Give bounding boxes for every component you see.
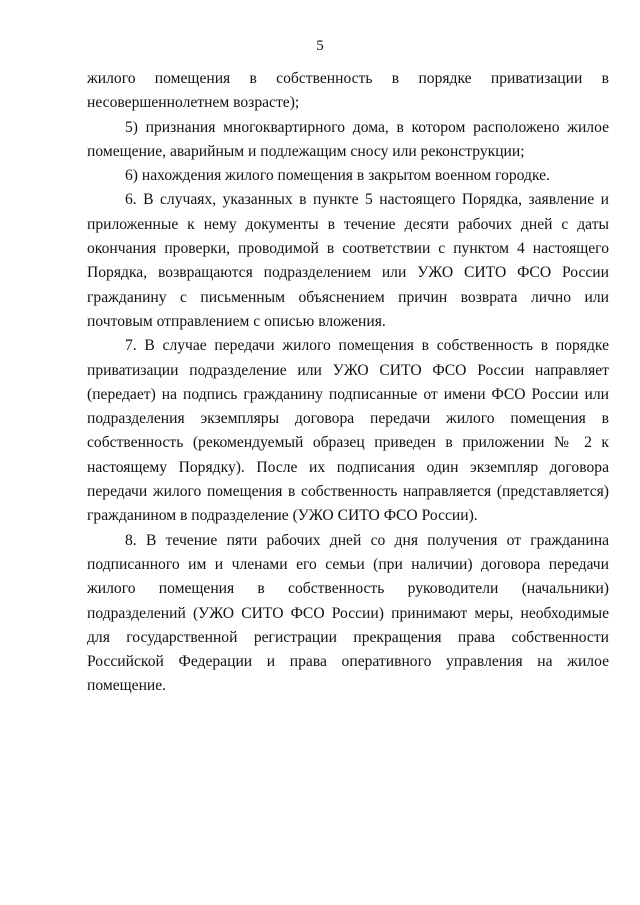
paragraph-clause-7: 7. В случае передачи жилого помещения в собственность в порядке приватизации подразделение или УЖО СИТО ФСО России направляет (передает) на подпись гражданину подписанные от имени ФСО России или подразделения экземпляры договора передачи жилого помещения в собственность (рекомендуемый образец приведен в приложении № 2 к настоящему Порядку). После их подписания один экземпляр договора передачи жилого помещения в собственность направляется (представляется) гражданином в подразделение (УЖО СИТО ФСО России). (87, 337, 609, 525)
paragraph-clause-8: 8. В течение пяти рабочих дней со дня получения от гражданина подписанного им и членами его семьи (при наличии) договора передачи жилого помещения в собственность руководители (начальники) подразделений (УЖО СИТО ФСО России) принимают меры, необходимые для государственной регистрации прекращения права собственности Российской Федерации и права оперативного управления на жилое помещение. (87, 531, 609, 695)
page-number: 5 (316, 38, 324, 54)
paragraph-item-5: 5) признания многоквартирного дома, в котором расположено жилое помещение, аварийным и подлежащим сносу или реконструкции; (87, 118, 609, 160)
paragraph-clause-6: 6. В случаях, указанных в пункте 5 настоящего Порядка, заявление и приложенные к нему документы в течение десяти рабочих дней с даты окончания проверки, проводимой в соответствии с пунктом 4 настоящего Порядка, возвращаются подразделением или УЖО СИТО ФСО России гражданину с письменным объяснением причин возврата лично или почтовым отправлением с описью вложения. (87, 191, 609, 330)
paragraph-item-6: 6) нахождения жилого помещения в закрытом военном городке. (125, 167, 550, 185)
document-body (87, 67, 609, 699)
paragraph-continuation: жилого помещения в собственность в порядке приватизации в несовершеннолетнем возрасте); (87, 70, 609, 112)
